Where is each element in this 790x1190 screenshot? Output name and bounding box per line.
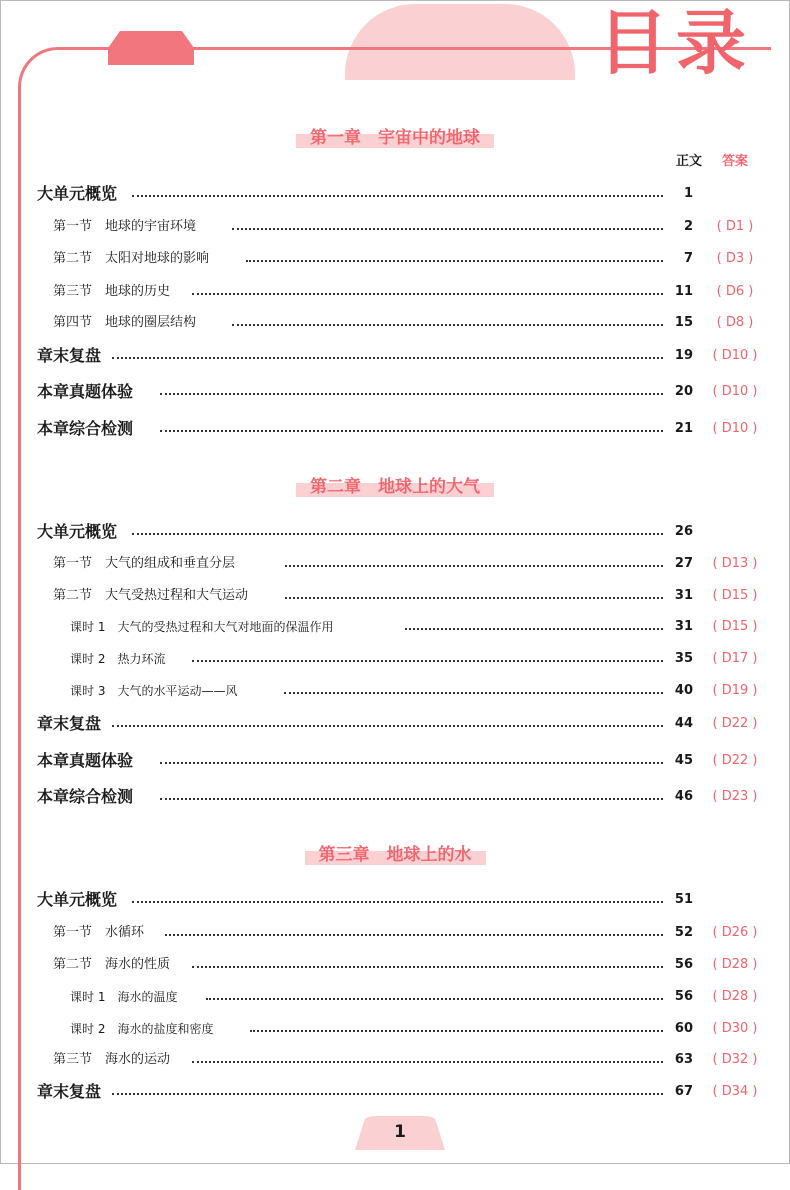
toc-entry[interactable] (0, 418, 790, 440)
toc-entry-label: 第四节 地球的圈层结构 (53, 315, 197, 330)
toc-entry-answer: ( D10 ) (712, 348, 758, 363)
toc-entry-page: 56 (674, 957, 693, 972)
column-header-answer: 答案 (722, 154, 749, 169)
toc-entry[interactable] (0, 381, 790, 403)
toc-entry[interactable] (0, 786, 790, 808)
toc-entry-answer: ( D22 ) (712, 753, 758, 768)
leader-dots (192, 1061, 663, 1063)
leader-dots (246, 260, 663, 262)
leader-dots (285, 565, 663, 567)
toc-entry-label: 第一节 大气的组成和垂直分层 (53, 556, 236, 571)
toc-entry-label: 大单元概览 (37, 522, 118, 541)
toc-entry-answer: ( D10 ) (712, 421, 758, 436)
leader-dots (112, 725, 663, 727)
toc-entry-label: 课时 1 海水的温度 (70, 990, 178, 1004)
toc-entry[interactable] (0, 922, 790, 944)
toc-entry-page: 27 (674, 556, 693, 571)
toc-entry-page: 20 (674, 384, 693, 399)
toc-entry-page: 21 (674, 421, 693, 436)
toc-entry-label: 大单元概览 (37, 890, 118, 909)
toc-entry-page: 56 (674, 989, 693, 1004)
chapter-heading: 第三章 地球上的水 (0, 838, 790, 865)
toc-entry-page: 26 (674, 524, 693, 539)
toc-entry-answer: ( D1 ) (716, 219, 754, 234)
toc-entry[interactable] (0, 312, 790, 334)
leader-dots (206, 998, 663, 1000)
toc-entry-answer: ( D32 ) (712, 1052, 758, 1067)
leader-dots (232, 228, 663, 230)
toc-entry-label: 课时 3 大气的水平运动——风 (70, 684, 238, 698)
toc-entry-answer: ( D23 ) (712, 789, 758, 804)
toc-entry-label: 第一节 水循环 (53, 925, 145, 940)
toc-entry-page: 67 (674, 1084, 693, 1099)
leader-dots (132, 195, 663, 197)
leader-dots (284, 692, 663, 694)
toc-entry-page: 45 (674, 753, 693, 768)
toc-entry-page: 1 (683, 186, 693, 201)
toc-entry-answer: ( D30 ) (712, 1021, 758, 1036)
toc-entry-label: 第二节 海水的性质 (53, 957, 171, 972)
toc-entry[interactable] (0, 585, 790, 607)
page-title: 目录 (598, 2, 754, 84)
toc-entry[interactable] (0, 345, 790, 367)
toc-entry[interactable] (0, 1018, 790, 1040)
toc-entry-answer: ( D26 ) (712, 925, 758, 940)
leader-dots (232, 324, 663, 326)
toc-entry-answer: ( D28 ) (712, 989, 758, 1004)
toc-entry-answer: ( D13 ) (712, 556, 758, 571)
toc-entry-label: 第三节 地球的历史 (53, 284, 171, 299)
toc-entry[interactable] (0, 1081, 790, 1103)
toc-entry[interactable] (0, 616, 790, 638)
toc-entry-page: 63 (674, 1052, 693, 1067)
leader-dots (112, 357, 663, 359)
toc-entry-page: 35 (674, 651, 693, 666)
toc-entry-answer: ( D3 ) (716, 251, 754, 266)
toc-entry[interactable] (0, 1049, 790, 1071)
leader-dots (160, 798, 663, 800)
toc-entry-label: 大单元概览 (37, 184, 118, 203)
toc-entry-label: 本章真题体验 (37, 382, 134, 401)
toc-entry-label: 课时 1 大气的受热过程和大气对地面的保温作用 (70, 620, 334, 634)
toc-entry-answer: ( D19 ) (712, 683, 758, 698)
leader-dots (192, 660, 663, 662)
toc-entry[interactable] (0, 281, 790, 303)
toc-entry-answer: ( D10 ) (712, 384, 758, 399)
leader-dots (132, 901, 663, 903)
toc-entry-label: 第二节 大气受热过程和大气运动 (53, 588, 249, 603)
toc-entry-answer: ( D8 ) (716, 315, 754, 330)
leader-dots (160, 393, 663, 395)
toc-entry-page: 40 (674, 683, 693, 698)
toc-entry[interactable] (0, 521, 790, 543)
toc-entry-page: 19 (674, 348, 693, 363)
toc-entry-page: 60 (674, 1021, 693, 1036)
leader-dots (112, 1093, 663, 1095)
toc-entry[interactable] (0, 553, 790, 575)
leader-dots (160, 762, 663, 764)
leader-dots (165, 934, 663, 936)
page-number: 1 (394, 1122, 406, 1142)
toc-entry-answer: ( D15 ) (712, 619, 758, 634)
leader-dots (250, 1030, 663, 1032)
leader-dots (192, 966, 663, 968)
toc-entry-label: 课时 2 海水的盐度和密度 (70, 1022, 214, 1036)
toc-entry-label: 章末复盘 (37, 346, 102, 365)
chapter-heading: 第二章 地球上的大气 (0, 470, 790, 497)
toc-entry-page: 51 (674, 892, 693, 907)
toc-entry-label: 第二节 太阳对地球的影响 (53, 251, 210, 266)
toc-entry[interactable] (0, 648, 790, 670)
toc-entry[interactable] (0, 954, 790, 976)
toc-entry-page: 7 (683, 251, 693, 266)
toc-entry[interactable] (0, 986, 790, 1008)
toc-entry-page: 2 (683, 219, 693, 234)
toc-entry-answer: ( D15 ) (712, 588, 758, 603)
toc-entry-page: 46 (674, 789, 693, 804)
toc-entry-page: 15 (674, 315, 693, 330)
toc-entry-answer: ( D28 ) (712, 957, 758, 972)
leader-dots (285, 597, 663, 599)
toc-entry[interactable] (0, 248, 790, 270)
toc-entry-label: 本章综合检测 (37, 419, 134, 438)
leader-dots (160, 430, 663, 432)
toc-entry[interactable] (0, 216, 790, 238)
toc-entry[interactable] (0, 680, 790, 702)
toc-entry-label: 本章真题体验 (37, 751, 134, 770)
column-header-text: 正文 (676, 154, 703, 169)
toc-entry-label: 本章综合检测 (37, 787, 134, 806)
leader-dots (192, 293, 663, 295)
toc-entry-label: 第一节 地球的宇宙环境 (53, 219, 197, 234)
chapter-heading: 第一章 宇宙中的地球 (0, 121, 790, 148)
toc-entry-label: 章末复盘 (37, 714, 102, 733)
toc-entry-page: 31 (674, 588, 693, 603)
toc-entry[interactable] (0, 713, 790, 735)
toc-entry-label: 第三节 海水的运动 (53, 1052, 171, 1067)
toc-entry[interactable] (0, 889, 790, 911)
toc-entry-answer: ( D34 ) (712, 1084, 758, 1099)
leader-dots (132, 533, 663, 535)
toc-entry-page: 52 (674, 925, 693, 940)
toc-entry-label: 章末复盘 (37, 1082, 102, 1101)
toc-entry[interactable] (0, 750, 790, 772)
toc-entry-answer: ( D22 ) (712, 716, 758, 731)
toc-entry[interactable] (0, 183, 790, 205)
toc-entry-page: 44 (674, 716, 693, 731)
leader-dots (405, 628, 663, 630)
toc-entry-page: 31 (674, 619, 693, 634)
toc-entry-answer: ( D6 ) (716, 284, 754, 299)
toc-entry-label: 课时 2 热力环流 (70, 652, 166, 666)
toc-entry-answer: ( D17 ) (712, 651, 758, 666)
toc-entry-page: 11 (674, 284, 693, 299)
